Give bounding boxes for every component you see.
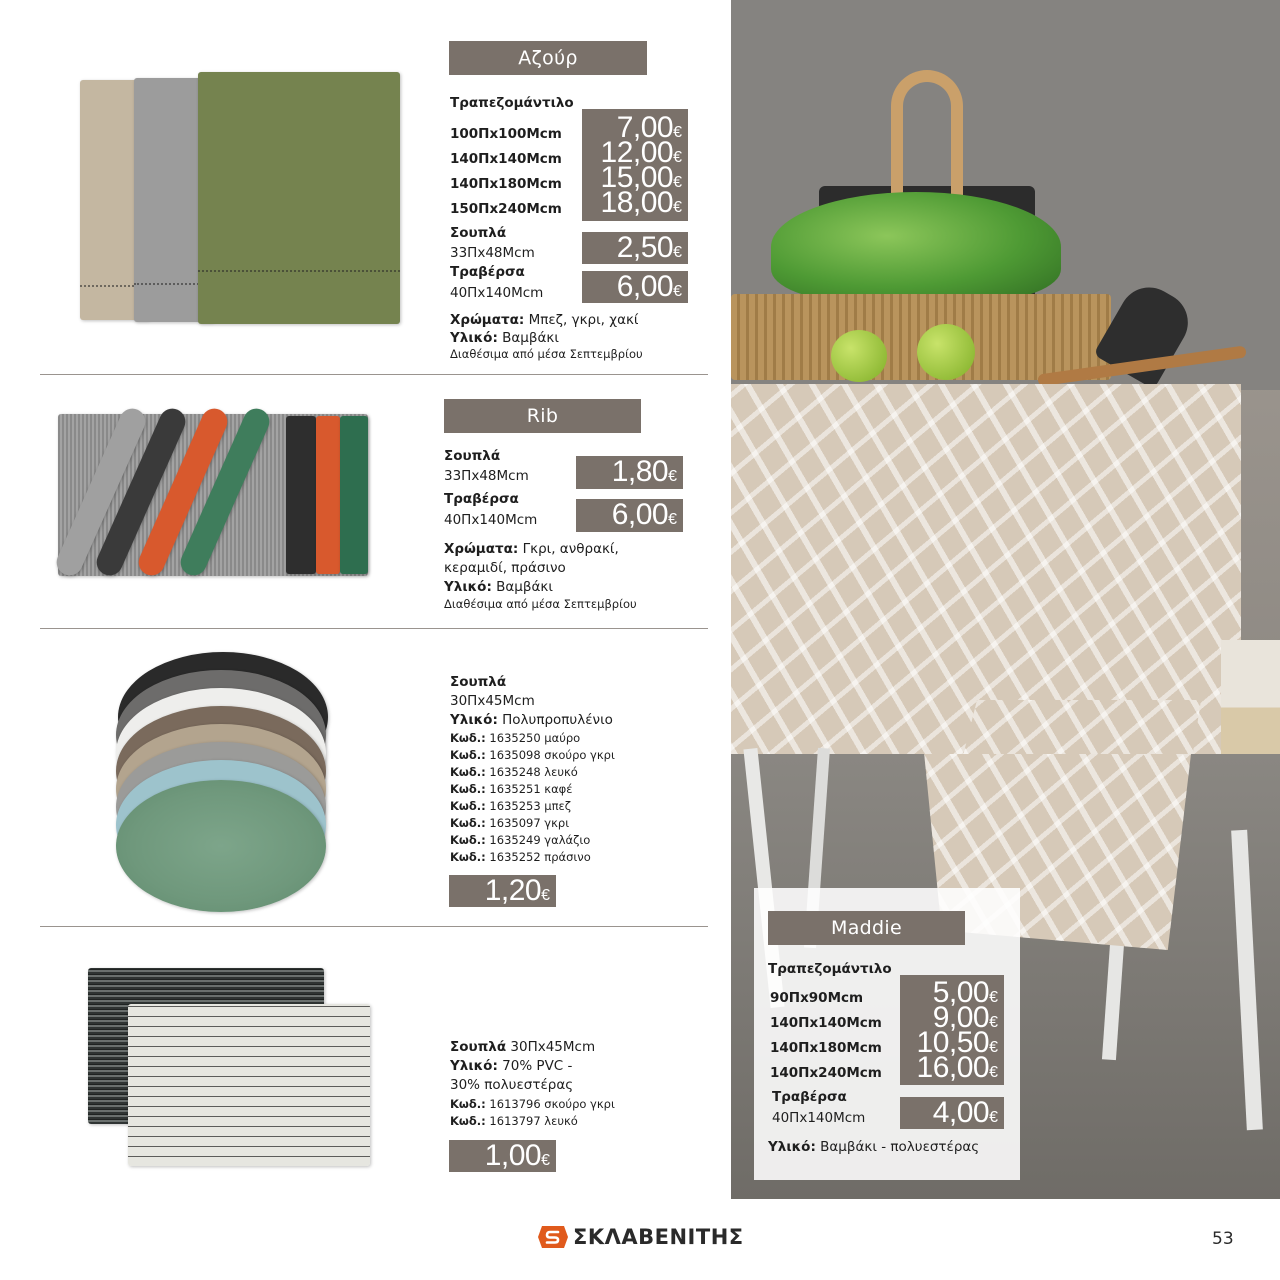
brand-name: ΣΚΛΑΒΕΝΙΤΗΣ [573,1225,744,1249]
azour-price-1: 7,00 [616,111,674,144]
maddie-size-2: 140Πx140Mcm [770,1015,882,1031]
page-number: 53 [1212,1229,1234,1249]
rib-colors: Χρώματα: Γκρι, ανθρακί, [444,541,619,557]
rib-stripe-charcoal [286,416,316,574]
oval-price: 1,20 [484,874,542,907]
oval-price-box: 1,20€ [449,875,556,907]
rib-runner-price: 6,00 [611,498,669,531]
maddie-size-1: 90Πx90Mcm [770,990,864,1006]
rib-placemat-price-box: 1,80€ [576,456,683,489]
tablecloth [731,384,1241,754]
rib-runner-price-box: 6,00€ [576,499,683,532]
maddie-size-3: 140Πx180Mcm [770,1040,882,1056]
rib-title-banner: Rib [444,399,641,433]
maddie-material: Υλικό: Βαμβάκι - πολυεστέρας [768,1139,980,1155]
rib-colors-line-2: κεραμιδί, πράσινο [444,560,566,576]
maddie-price-4: 16,00 [916,1051,990,1084]
azour-tablecloth-price-box: 7,00€ 12,00€ 15,00€ 18,00€ [582,109,688,221]
section-divider-2 [40,628,708,629]
azour-price-2: 12,00 [600,136,674,169]
azour-placemat-size: 33Πx48Mcm [450,245,535,261]
azour-price-3: 15,00 [600,161,674,194]
lime-1 [831,330,887,382]
pvc-material-line-2: 30% πολυεστέρας [450,1077,574,1093]
maddie-runner-size: 40Πx140Mcm [772,1110,866,1126]
azour-title-banner: Αζούρ [449,41,647,75]
azour-price-4: 18,00 [600,186,674,219]
oval-code-row: Κωδ.: 1635097 γκρι [450,816,570,830]
oval-code-row: Κωδ.: 1635248 λευκό [450,765,578,779]
azour-runner-price: 6,00 [616,270,674,303]
maddie-info-card [754,888,1020,1180]
azour-placemat-label: Σουπλά [450,225,507,241]
maddie-runner-price-box: 4,00€ [900,1097,1004,1129]
rib-stripe-green [340,416,368,574]
azour-size-3: 140Πx180Mcm [450,176,562,192]
maddie-price-3: 10,50 [916,1026,990,1059]
azour-runner-label: Τραβέρσα [450,264,525,280]
rib-stripe-terracotta [316,416,340,574]
rib-availability: Διαθέσιμα από μέσα Σεπτεμβρίου [444,597,637,611]
azour-size-1: 100Πx100Mcm [450,126,562,142]
pvc-code-row: Κωδ.: 1613796 σκούρο γκρι [450,1097,615,1111]
rib-runner-label: Τραβέρσα [444,491,519,507]
oval-code-list [450,730,615,866]
oval-code-row: Κωδ.: 1635250 μαύρο [450,731,581,745]
oval-code-row: Κωδ.: 1635098 σκούρο γκρι [450,748,615,762]
maddie-price-1: 5,00 [932,976,990,1009]
azour-runner-size: 40Πx140Mcm [450,285,544,301]
pvc-placemats-image [88,968,372,1170]
rib-material: Υλικό: Βαμβάκι [444,579,553,595]
khaki-cloth-swatch [198,72,400,324]
pvc-material: Υλικό: 70% PVC - [450,1058,573,1074]
maddie-tablecloth-label: Τραπεζομάντιλο [768,961,892,977]
oval-placemat-label: Σουπλά [450,674,507,690]
rib-placemat-price: 1,80 [611,455,669,488]
oval-code-row: Κωδ.: 1635251 καφέ [450,782,573,796]
azour-colors: Χρώματα: Μπεζ, γκρι, χακί [450,312,639,328]
section-divider-1 [40,374,708,375]
rib-runner-size: 40Πx140Mcm [444,512,538,528]
pvc-price-box: 1,00€ [449,1140,556,1172]
brand-logo [538,1224,744,1250]
pvc-placemat-title: Σουπλά 30Πx45Mcm [450,1039,596,1055]
oval-material: Υλικό: Πολυπροπυλένιο [450,712,613,728]
maddie-title-banner: Maddie [768,911,965,945]
azour-size-4: 150Πx240Mcm [450,201,562,217]
oval-placemats-image [112,652,330,914]
pvc-price: 1,00 [484,1139,542,1172]
maddie-runner-label: Τραβέρσα [772,1089,847,1105]
azour-placemat-price-box: 2,50€ [582,232,688,264]
pvc-code-row: Κωδ.: 1613797 λευκό [450,1114,578,1128]
oval-code-row: Κωδ.: 1635253 μπεζ [450,799,572,813]
azour-tablecloth-label: Τραπεζομάντιλο [450,95,574,111]
azour-placemat-price: 2,50 [616,231,674,264]
rib-placemat-size: 33Πx48Mcm [444,468,529,484]
maddie-size-list [770,986,882,1086]
rib-product-image [58,394,370,590]
oval-code-row: Κωδ.: 1635249 γαλάζιο [450,833,591,847]
oval-placemat-size: 30Πx45Mcm [450,693,535,709]
oval-code-row: Κωδ.: 1635252 πράσινο [450,850,591,864]
rib-placemat-label: Σουπλά [444,448,501,464]
section-divider-3 [40,926,708,927]
lime-2 [917,324,975,380]
azour-availability: Διαθέσιμα από μέσα Σεπτεμβρίου [450,347,643,361]
azour-material: Υλικό: Βαμβάκι [450,330,559,346]
maddie-size-4: 140Πx240Mcm [770,1065,882,1081]
oval-mat-green [116,780,326,912]
pvc-code-list [450,1096,615,1130]
maddie-price-2: 9,00 [932,1001,990,1034]
brand-logo-icon [538,1224,568,1250]
pvc-mat-white [128,1004,370,1166]
azour-size-2: 140Πx140Mcm [450,151,562,167]
lettuce [771,192,1061,302]
basket-handle [891,70,963,210]
azour-product-image [80,70,402,326]
azour-runner-price-box: 6,00€ [582,271,688,303]
maddie-tablecloth-price-box: 5,00€ 9,00€ 10,50€ 16,00€ [900,975,1004,1085]
maddie-runner-price: 4,00 [932,1096,990,1129]
azour-size-list [450,122,562,222]
